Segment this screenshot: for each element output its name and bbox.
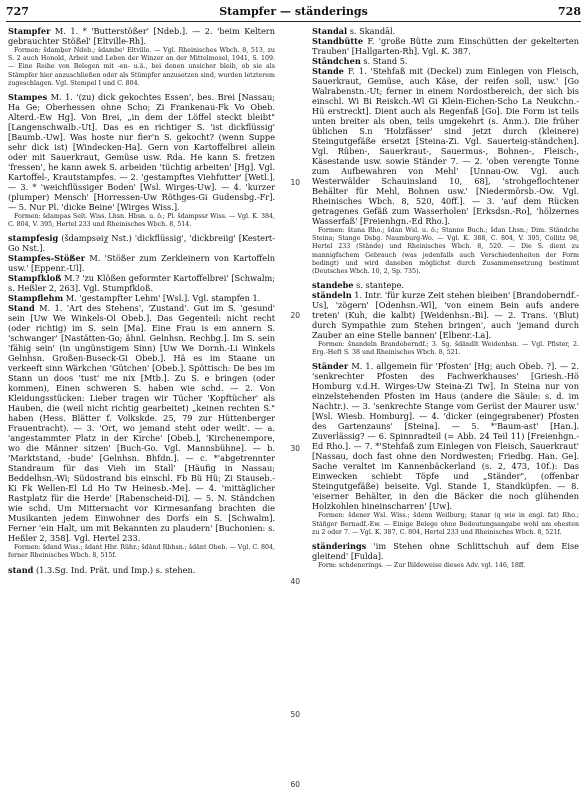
header-rule xyxy=(6,21,581,22)
entry-headword: Stampfer xyxy=(8,26,51,36)
entry-sources: Formen: šdamḇer Ndeb.; šdambeˀ Eltville. — Vgl. Rheinisches Wbch. 8, 513, zu S. 2 auch Honold, Arbeit und Leben der Winzer an der Mittelmosel, 1941, S. 109. — Eine Reihe von Belegen mit -en- u.ä., bei denen unsicher bleib, ob sie als Stämpfer hier anzuschließen oder als Stümpfer anzusetzen sind, wurden letzterem zugeschlagen. Vgl. Stempel I und C. 804. xyxy=(8,47,275,87)
line-number: 30 xyxy=(290,444,300,453)
entry-definition: M. 1. '(zu) dick gekochtes Essen', bes. Brei [Nassau; Ha Ge; Oberhessen ohne Scho; Zi Frankenau-Fk Vo Obeb. Alterd.-Ew Hg]. Von Brei, „in dem der Löffel steckt bleibt" [Langenschwalb.-Ut]. Das es en richtiger S. 'ist dickflüssig' [Baumb.-Uw]. Was hoste nur fier'n S. gekocht? (wenn Suppe sehr dick ist) [Windecken-Ha]. Gern von Kartoffelbrei allein oder mit Sauerkraut, Gemüse usw. Rda. He kann S. fretzen 'fressen', he kann awek S. arbeiden 'tüchtig arbeiten' [Hg]. Vgl. Kartoffel-, Krautstampfes. — 2. 'gestampftes Viehfutter' [Wetl.]. — 3. * 'weichflüssiger Boden' [Wsl. Wirges-Uw]. — 4. 'kurzer (plumper) Mensch' [Horressen-Uw Röthges-Gi Gudensbg.-Fr]. — 5. Nur Pl. 'dicke Beine' [Wirges Wiss.]. xyxy=(8,91,275,212)
entry-headword: Stampflehm xyxy=(8,293,64,304)
entry-headword: Stampfkloß xyxy=(8,273,62,284)
line-number-gutter xyxy=(280,26,304,792)
entry-sources: Formen: šnandeln Brandoberndf.; 3. Sg. šdändlt Weidenhsn. — Vgl. Pfister, 2. Erg.-Heft S. 38 und Rheinisches Wbch. 8, 521. xyxy=(312,341,579,357)
page-number-left: 727 xyxy=(6,5,29,18)
entry-definition: s. Skandāl. xyxy=(347,26,396,36)
dictionary-entry xyxy=(312,280,579,290)
entry-headword: ständerings xyxy=(312,540,367,551)
line-number: 10 xyxy=(290,178,300,187)
entry-headword: Standal xyxy=(312,26,348,36)
entry-definition: (1.3.Sg. Ind. Prät. und Imp.) s. stehen. xyxy=(33,564,196,575)
entry-definition: M.? 'zu Klößen geformter Kartoffelbrei' [Schwalm; s. Heßler 2, 263]. Vgl. Stumpfkloß. xyxy=(8,273,275,294)
entry-headword: standebe xyxy=(312,280,354,291)
entry-definition: F. 1. 'Stehfaß mit (Deckel) zum Einlegen von Fleisch, Sauerkraut, Gemüse, auch Käse, der reifen soll, usw.' [Go Walrabenstn.-Ut; ferner in einem Nordostbereich, der sich bis einschl. Wi Bi Reiskch.-Wl Gi Klein-Eichen-Scho La Neukchn.-Hü erstreckt]. Dient auch als Regenfaß [Go]. Die Form ist teils unten breiter als oben, teils umgekehrt (s. Anm.). Die früher üblichen S.n 'Holzfässer' sind jetzt durch (kleinere) Steingutgefäße ersetzt [Steina-Zi. Vgl. Sauerteig-ständchen]. Vgl. Rüben-, Sauerkraut-, Sauermus-, Bohnen-, Fleisch-, Käsestande usw. sowie Ständer 7. — 2. 'oben verengte Tonne zum Aufbewahren von Mehl' [Unnau-Ow. Vgl. auch Westerwälder Schauinsland 10, 68], 'strohgeflochtener Behälter für Mehl, Bohnen usw.' [Niedermörsb.-Ow. Vgl. Rheinisches Wbch. 8, 520, 40ff.]. — 3. 'auf dem Rücken getragenes Gefäß zum Wasserholen' [Erksdsn.-Ro], 'hölzernes Wasserfaß' [Freienhgn.-Ed Rho.]. xyxy=(312,66,579,226)
dictionary-entry xyxy=(312,66,579,226)
dictionary-entry xyxy=(312,26,579,36)
line-number: 20 xyxy=(290,311,300,320)
page-number-right: 728 xyxy=(558,5,581,18)
entry-definition: M. 1. 'Art des Stehens', 'Zustand'. Gut im S. 'gesund' sein [Uw We Winkels-Ol Obeb.]. Das Gegenteil: nicht recht (oder richtig) im S. sein [Ma]. Eine Frau is em annern S. 'schwanger' [Nastätten-Go; ähnl. Gelnhsn. Rechbg.]. Im S. sein 'fähig sein' (in ungünstigem Sinn) [Uw We Dornh.-Li Winkels Gelnhsn. Großen-Buseck-Gi Obeb.]. Hä es im Staane un verkeeft sinn Wärkchen 'Gütchen' [Obeb.]. Spöttisch: De bes im Stann un doos 'tust' me nix [Mtb.]. Zu S. e bringen (oder kommen), Einen schweren S. haben wie schd. — 2. Von Kleidungsstücken: Lieber tragen wir Tücher 'Kopftücher' als Hauben, die (weil nicht richtig gearbeitet) „keinen rechten S." haben (Hess. Blätter f. Volkskde. 25, 79 zur Hüttenberger Frauentracht). — 3. 'Ort, wo jemand steht oder weilt'. — a. 'angestammter Platz in der Kirche' [Obeb.], 'Kirchenempore, wo die Männer sitzen' [Buch-Go. Vgl. Mannsbühne]. — b. 'Marktstand, -bude' [Gelnhsn. Bhfdn.]. — c. *'abgetrennter Standraum für das Vieh im Stall' [Häufig in Nassau; Beddelhsn.-Wi; Südostrand bis einschl. Fb Bü Hü; Zi Stauseb.-Ki Fk Wellen-El Ld Ho Tw Heinesb.-Me]. — 4. 'mittäglicher Rastplatz für die Herde' [Rabenscheid-Di]. — 5. N. Ständchen wie schd. Um Mitternacht vor Kirmesanfang brachten die Musikanten jedem Einwohner des Dorfs ein S. [Schwalm]. Ferner 'ein Halt, um mit Bekannten zu plaudern' [Buchonien: s. Heßler 2, 358]. Vgl. Hertel 233. xyxy=(8,303,275,544)
line-number: 40 xyxy=(290,577,300,586)
entry-definition: M. 1. allgemein für 'Pfosten' [Hg; auch Obeb. ?]. — 2. 'senkrechter Pfosten des Fachwerkhauses' [Griesh.-Hö Homburg v.d.H. Wirges-Uw Steina-Zi Tw]. In Steina nur von einzelstehenden Pfosten im Haus (andere die Säule: s. d. im Nachtr.). — 3. 'senkrechte Stange vom Gerüst der Maurer usw.' [Wsl. Wiesb. Homburg]. — 4. 'dicker (eingegrabener) Pfosten des Gartenzauns' [Steina]. — 5. *'Baum-ast' [Han.]. Zuverlässig? — 6. Spinnradteil (= Abb. 24 Teil 11) [Freienhgn.-Ed Rho.]. — 7. *'Stehfaß zum Einlegen von Fleisch, Sauerkraut' [Nassau, doch fast ohne den Nordwesten; Friedbg. Han. Ge]. Sache veraltet im Kannenbäckerland (s. 2, 473, 10f.): Das Einwecken schiebt Töpfe und „Ständer", (offenbar Steingutgefäße) beiseite. Vgl. Stande 1, Standküpfen. — 8. 'eiserner Behälter, in den die Bäcker die noch glühenden Holzkohlen hineinscharren' [Uw]. xyxy=(312,361,579,512)
entry-definition: s. stantepe. xyxy=(353,280,405,291)
entry-headword: Stampfes-Stößer xyxy=(8,253,86,264)
entry-definition: M. 'gestampfter Lehm' [Wsl.]. Vgl. stampfen 1. xyxy=(63,293,261,304)
dictionary-entry xyxy=(8,303,275,543)
entry-definition: s. Stand 5. xyxy=(360,56,408,66)
entry-definition: M. 'Stößer zum Zerkleinern von Kartoffeln usw.' [Eppenr.-Ul]. xyxy=(8,253,275,274)
dictionary-entry xyxy=(8,253,275,273)
entry-sources: Formen: šdampas Selt. Wiss. Lhsn. Hbsn. u. ö.; Pl. šdampssr Wiss. — Vgl. K. 384, C. 804, V. 395, Hertel 233 und Rheinisches Wbch. 8, 514. xyxy=(8,212,275,229)
entry-headword: stand xyxy=(8,564,34,575)
entry-headword: Stand xyxy=(8,303,35,314)
entry-definition: F. 'große Bütte zum Einschütten der gekelterten Trauben' [Hallgarten-Rh]. Vgl. K. 387. xyxy=(312,36,579,56)
entry-definition: 'im Stehen ohne Schlittschuh auf dem Eise gleitend' [Fulda]. xyxy=(312,540,579,561)
entry-headword: stampfesig xyxy=(8,233,59,244)
dictionary-entry xyxy=(312,56,579,66)
entry-headword: ständeln xyxy=(312,290,352,301)
dictionary-entry xyxy=(8,293,275,303)
line-number: 50 xyxy=(290,710,300,719)
right-column xyxy=(312,26,579,792)
entry-headword: Ständchen xyxy=(312,56,361,66)
left-column xyxy=(8,26,275,792)
entry-sources: Form: schdenerings. — Zur Bildeweise dieses Adv. vgl. 146, 18ff. xyxy=(318,561,526,569)
entry-headword: Stampes xyxy=(8,91,48,102)
running-title: Stampfer — ständerings xyxy=(219,5,368,18)
page-header xyxy=(0,0,587,24)
entry-sources: Formen: šdener Wsl. Wiss.; šdenn Weilburg; štanar (q wie in engl. fat) Rho.; Stäñger Bernadf.-Ew. — Einige Belege ohne Bedeutungsangabe wohl am ehesten zu 2 oder 7. — Vgl. K. 387, C. 804, Hertel 233 und Rheinisches Wbch. 8, 521f. xyxy=(312,512,579,536)
entry-definition: M. 1. * 'Butterstößer' [Ndeb.]. — 2. 'beim Keltern gebrauchter Stößel' [Eltville-Rh]. xyxy=(8,26,275,46)
entry-definition: (šdampsəiχ Nst.) 'dickflüssig', 'dickbreiig' [Kestert-Go Nst.]. xyxy=(8,233,275,254)
entry-headword: Stande xyxy=(312,66,344,76)
dictionary-entry xyxy=(312,541,579,561)
entry-definition: 1. Intr. 'für kurze Zeit stehen bleiben' [Brandoberndf.-Us], 'zögern' [Odenhsn.-Wl], 'von einem Bein aufs andere treten' (Kuh, die kalbt) [Weidenhsn.-Bi]. — 2. Trans. '(Blut) durch Sympathie zum Stehen bringen', auch 'jemand durch Zauber an eine Stelle bannen' [Elbenr.-La]. xyxy=(312,290,579,341)
entry-sources: Formen: štana Rho.; šdan Wsl. u. ö.; Stanne Buch.; šdan Lhsn.; Dim. Ständche Steina; Stange Dsbg. Naumburg-Wo. — Vgl. K. 388, C. 804, V. 395, Collitz 98, Hertel 233 (Stände) und Rheinisches Wbch. 8, 520. — Die S. dient zu mannigfachem Gebrauch (was jedenfalls auch Verschiedenheiten der Form bedingt) und wird daneben möglichst durch Zusammensetzung bestimmt (Deutsches Wbch. 10, 2, Sp. 735). xyxy=(312,227,579,275)
dictionary-entry xyxy=(312,36,579,56)
dictionary-entry xyxy=(8,273,275,293)
dictionary-entry xyxy=(8,233,275,253)
dictionary-entry xyxy=(8,26,275,46)
dictionary-entry xyxy=(8,565,275,575)
dictionary-entry xyxy=(312,361,579,511)
line-number: 60 xyxy=(290,780,300,789)
dictionary-entry xyxy=(8,92,275,212)
entry-headword: Ständer xyxy=(312,361,349,372)
entry-headword: Standbütte xyxy=(312,36,364,46)
dictionary-entry xyxy=(312,290,579,340)
entry-sources: Formen: šdand Wiss.; šdant Hbr. Rühr.; šdānd Rbhsn.; šdānt Obeb. — Vgl. C. 804, ferner Rheinisches Wbch. 8, 515f. xyxy=(8,544,275,560)
